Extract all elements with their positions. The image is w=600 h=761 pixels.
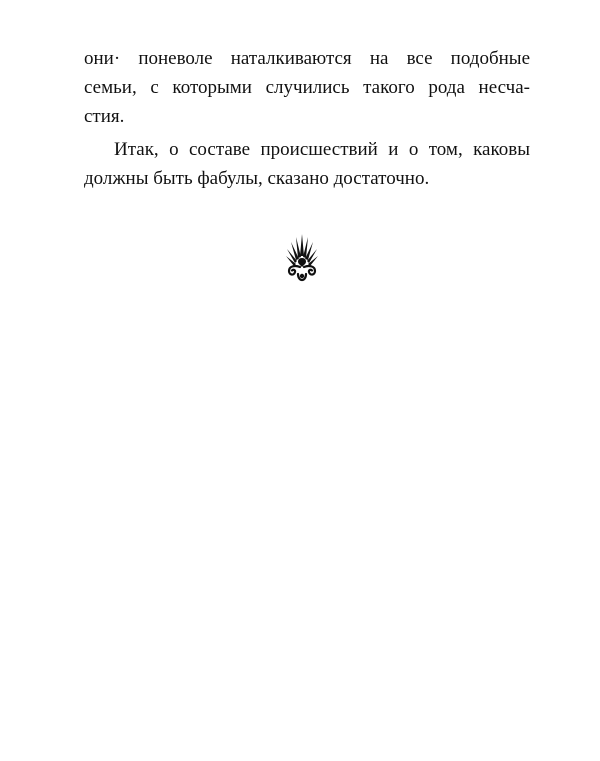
- paragraph-2-line-2: должны быть фабулы, сказано достаточно.: [84, 168, 430, 189]
- paragraph-1: [84, 44, 530, 131]
- paragraph-1-line-1: они· поневоле наталкиваются на все подобные: [84, 48, 530, 69]
- paragraph-2-line-1: Итак, о составе происшествий и о том, каковы: [114, 139, 530, 160]
- palmette-ornament-icon: [284, 230, 320, 284]
- body-text: [84, 44, 530, 193]
- paragraph-2: [84, 135, 530, 193]
- paragraph-1-line-3: стия.: [84, 106, 125, 127]
- paragraph-1-line-2: семьи, с которыми случились такого рода несча-: [84, 77, 530, 98]
